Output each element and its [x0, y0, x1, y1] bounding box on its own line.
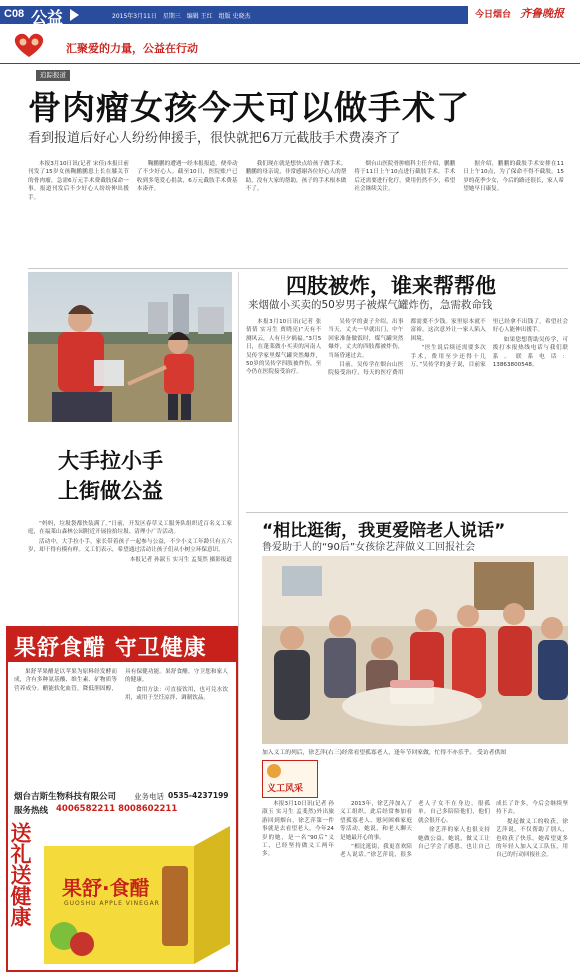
story1-headline: 骨肉瘤女孩今天可以做手术了: [28, 88, 470, 127]
story3-para: 如果您想帮助吴传学，可拨打本报热线电话与我们联系。联系电话：13863800548。: [492, 336, 568, 369]
story3-divider: [246, 512, 568, 513]
story3-body: [246, 318, 568, 508]
column-divider: [238, 272, 239, 962]
ad-body-text: 果舒苹果醋是以苹果为原料经发酵而成，含有多种氨基酸、维生素、矿物质等营养成分。醋能软化血管，降低胆固醇，具有保健功能。果舒食醋，守卫您和家人的健康。: [14, 669, 228, 692]
story4-subhead: 鲁爱助于人的“90后”女孩徐艺萍做义工回报社会: [262, 542, 476, 553]
story3-para: 吴传学的妻子介绍，出事当天，丈夫一早就出门，中午回家准备做饭时，煤气罐突然爆炸，丈夫的四肢都被炸伤，当场昏迷过去。: [328, 319, 404, 359]
story2-para: “妈妈，垃圾袋都快装满了。”日前，开发区春草义工服务队组织近百名义工家庭，在福莱山森林公园附近开展捡拾垃圾、清理小广告活动。: [28, 521, 232, 536]
section-title: 公益: [31, 8, 64, 27]
page-number: C08: [4, 8, 25, 20]
ad-business-label: 业务电话: [134, 792, 164, 801]
ad-body: [14, 668, 228, 786]
story1-para: 据介绍，鹏鹏的截肢手术安排在11日上午10点，为了保命不得不截肢。15岁的花季少女，今后的路还很长，家人希望她早日康复。: [463, 161, 564, 193]
slogan-text: 汇聚爱的力量，公益在行动: [66, 42, 198, 55]
story3-para: “医生说后续还需要多次手术，费用至少还得十几万。”吴传学的妻子说，目前家里已经拿不出钱了，希望社会好心人能伸出援手。: [410, 319, 568, 369]
paper-name-qilu: 齐鲁晚报: [520, 7, 564, 20]
ad-business-phone: 0535-4237199: [168, 791, 229, 800]
ad-service-phone: 4006582211 8008602211: [56, 804, 178, 814]
ad-product-box: [44, 826, 230, 964]
volunteer-column-tag: [262, 760, 318, 798]
story4-para: 本报3月10日讯(记者 孙淑玉 实习生 孟斐然)外出旅游回到烟台，徐艺萍第一件事就是去看望老人。今年24岁的她，是一名“90后”义工，已经坚持做义工两年多。: [262, 801, 334, 858]
story2-credit: 本报记者 孙淑玉 实习生 孟斐然 摄影报道: [129, 556, 232, 563]
date-line: 2015年3月11日 星期三 编辑 王红 组版 史晓杰: [112, 13, 251, 20]
story4-photo-caption: 加入义工的列后，徐艺萍(右三)经常看望孤寡老人，逢年节回家做，忙得不亦乐乎。 受访者供图: [262, 750, 507, 756]
story4-para: “相比逛街，我更喜欢陪老人说话。”徐艺萍说，很多老人子女不在身边，很孤单，自己多陪陪他们，他们就会很开心。: [340, 801, 490, 859]
ad-body-text-2: 食用方法：可直接饮用，也可兑水饮用，或用于烹饪凉拌、调制饮品。: [125, 686, 228, 702]
paper-name-jinri: 今日烟台: [475, 10, 512, 20]
section-arrow-icon: [70, 9, 79, 21]
ad-vertical-slogan: 送礼送健康: [8, 822, 32, 927]
story1-para: 烟台山医院骨肿瘤科主任介绍，鹏鹏将于11日上午10点进行截肢手术，手术后还需要进行化疗，费用仍然不少，希望社会继续关注。: [354, 161, 456, 193]
story4-body: [262, 800, 568, 968]
column-tag-text: 义工风采: [267, 784, 304, 794]
slogan-logo: [10, 30, 48, 60]
cleanup-photo: [28, 272, 232, 422]
story1-body: [28, 160, 564, 264]
story4-para: 徐艺萍的家人也很支持她做公益，她说，做义工让自己学会了感恩，也让自己成长了许多，今后会继续坚持下去。: [418, 801, 568, 851]
ad-title: 果舒食醋 守卫健康: [14, 636, 207, 661]
masthead: [0, 0, 580, 30]
story2-body: [28, 520, 232, 618]
story3-para: 本报3月10日讯(记者 张倩倩 实习生 贾晓亮)“天有不测风云，人有旦夕祸福。”3月5日，在蓬莱做小买卖的河南人吴传学家里煤气罐突然爆炸，50岁的吴传学四肢被炸伤，至今仍在医院接受治疗。: [246, 319, 322, 376]
story2-para: 活动中，大手拉小手，家长带着孩子一起参与公益，不少小义工年龄只有五六岁，却干得有模有样。义工们表示，希望通过活动让孩子们从小树立环保意识。: [28, 538, 232, 554]
story1-para: 鞠鹏鹏的遭遇一经本报报道，便牵动了不少好心人。截至10日，医院账户已收到多笔爱心捐款，6万元截肢手术费基本凑齐。: [136, 161, 238, 193]
photo1-caption: 大手拉小手 上街做公益: [58, 449, 163, 503]
story3-subhead: 来烟做小买卖的50岁男子被煤气罐炸伤，急需救命钱: [248, 299, 493, 311]
story1-para: 本报3月10日讯(记者 宋佳)本报日前刊发了15岁女孩鞠鹏鹏患上长在膝关节的骨肉瘤，急需6万元手术费截肢保命一事，报道刊发后不少好心人纷纷伸出援手。: [28, 161, 129, 201]
story3-headline: 四肢被炸，谁来帮帮他: [286, 274, 496, 298]
vinegar-ad: [6, 626, 238, 972]
story1-divider: [28, 268, 568, 269]
masthead-divider: [0, 63, 580, 64]
story3-para: 目前，吴传学在烟台山医院接受治疗，每天的医疗费用都需要不少钱。家里原本就不富裕，这次意外让一家人陷入困境。: [328, 319, 486, 377]
ad-service-label: 服务热线: [14, 806, 49, 816]
story1-subhead: 看到报道后好心人纷纷伸援手，很快就把6万元截肢手术费凑齐了: [28, 131, 401, 146]
volunteer-photo: [262, 556, 568, 744]
ad-company: 烟台吉斯生物科技有限公司: [14, 792, 117, 802]
ad-brand-en: GUOSHU APPLE VINEGAR: [64, 900, 160, 907]
ad-brand-cn: 果舒·食醋: [62, 876, 150, 900]
story4-para: 提起做义工的收获，徐艺萍说，不仅帮助了别人，也收获了快乐。她希望更多的年轻人加入义工队伍，用自己的行动回报社会。: [496, 818, 568, 859]
story1-tag: 追踪报道: [36, 70, 70, 81]
story4-para: 2013年，徐艺萍加入了义工组织，此后经常参加看望孤寡老人、慰问困难家庭等活动。她说，和老人聊天是她最开心的事。: [340, 801, 412, 841]
story1-para: 我们现在就是想快点给孩子做手术。鹏鹏的母亲说，非常感谢各位好心人的帮助，没有大家的帮助，孩子的手术根本做不了。: [245, 161, 347, 193]
story4-headline: “相比逛街，我更爱陪老人说话”: [262, 521, 506, 541]
column-tag-icon: [267, 764, 281, 778]
